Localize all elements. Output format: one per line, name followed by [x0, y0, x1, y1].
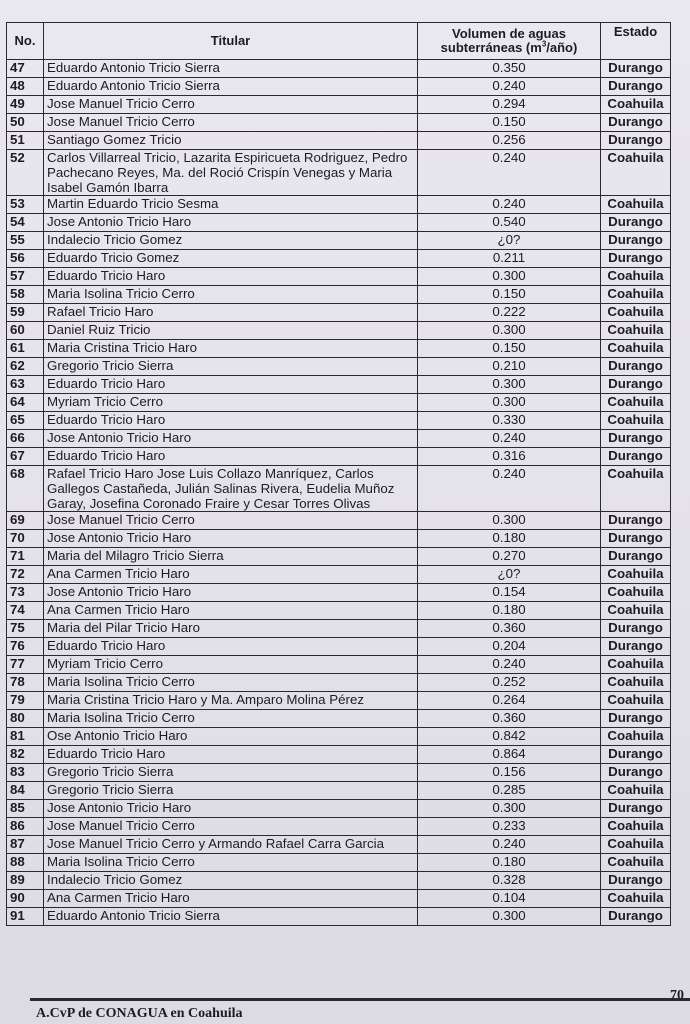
row-volumen: 0.330 [418, 412, 601, 430]
row-titular: Jose Manuel Tricio Cerro [44, 512, 418, 530]
table-row [7, 340, 671, 358]
table-row [7, 548, 671, 566]
row-volumen: 0.150 [418, 340, 601, 358]
row-number: 67 [7, 448, 44, 466]
table-row [7, 214, 671, 232]
row-titular: Jose Manuel Tricio Cerro [44, 818, 418, 836]
row-number: 50 [7, 114, 44, 132]
row-number: 74 [7, 602, 44, 620]
row-volumen: 0.300 [418, 268, 601, 286]
row-estado: Coahuila [601, 394, 671, 412]
row-estado: Durango [601, 114, 671, 132]
row-estado: Durango [601, 376, 671, 394]
table-row [7, 692, 671, 710]
row-number: 62 [7, 358, 44, 376]
row-volumen: 0.294 [418, 96, 601, 114]
table-row [7, 746, 671, 764]
table-row [7, 304, 671, 322]
row-estado: Coahuila [601, 728, 671, 746]
row-volumen: ¿0? [418, 232, 601, 250]
row-number: 72 [7, 566, 44, 584]
row-titular: Jose Antonio Tricio Haro [44, 430, 418, 448]
table-row [7, 394, 671, 412]
row-estado: Durango [601, 764, 671, 782]
row-volumen: 0.240 [418, 150, 601, 196]
row-number: 56 [7, 250, 44, 268]
row-estado: Coahuila [601, 656, 671, 674]
table-row [7, 656, 671, 674]
row-titular: Gregorio Tricio Sierra [44, 782, 418, 800]
table-row [7, 872, 671, 890]
row-volumen: 0.252 [418, 674, 601, 692]
row-estado: Durango [601, 908, 671, 926]
row-estado: Durango [601, 746, 671, 764]
table-row [7, 602, 671, 620]
row-volumen: 0.256 [418, 132, 601, 150]
row-volumen: 0.300 [418, 908, 601, 926]
table-row [7, 232, 671, 250]
row-titular: Jose Antonio Tricio Haro [44, 800, 418, 818]
header-titular: Titular [44, 23, 418, 60]
row-volumen: 0.240 [418, 430, 601, 448]
row-number: 66 [7, 430, 44, 448]
row-volumen: 0.300 [418, 800, 601, 818]
row-estado: Durango [601, 78, 671, 96]
table-header-row [7, 23, 671, 60]
row-titular: Eduardo Tricio Haro [44, 376, 418, 394]
row-titular: Martin Eduardo Tricio Sesma [44, 196, 418, 214]
table-row [7, 358, 671, 376]
row-titular: Myriam Tricio Cerro [44, 394, 418, 412]
row-volumen: 0.180 [418, 854, 601, 872]
row-titular: Carlos Villarreal Tricio, Lazarita Espiricueta Rodriguez, Pedro Pachecano Reyes, Ma. del Roció Crispín Venegas y Maria Isabel Gamón Ibarra [44, 150, 418, 196]
row-estado: Durango [601, 710, 671, 728]
table-row [7, 448, 671, 466]
row-titular: Ose Antonio Tricio Haro [44, 728, 418, 746]
row-titular: Eduardo Antonio Tricio Sierra [44, 60, 418, 78]
row-volumen: 0.150 [418, 114, 601, 132]
row-number: 51 [7, 132, 44, 150]
row-titular: Rafael Tricio Haro Jose Luis Collazo Manríquez, Carlos Gallegos Castañeda, Julián Salinas Rivera, Eudelia Muñoz Garay, Josefina Coronado Fraire y Cesar Torres Olivas [44, 466, 418, 512]
header-volumen-line1: Volumen de aguas [452, 26, 566, 41]
row-volumen: 0.240 [418, 196, 601, 214]
table-row [7, 268, 671, 286]
table-row [7, 114, 671, 132]
row-estado: Coahuila [601, 602, 671, 620]
row-titular: Jose Manuel Tricio Cerro [44, 114, 418, 132]
row-estado: Coahuila [601, 268, 671, 286]
row-number: 68 [7, 466, 44, 512]
row-titular: Gregorio Tricio Sierra [44, 764, 418, 782]
row-number: 61 [7, 340, 44, 358]
row-volumen: 0.104 [418, 890, 601, 908]
header-volumen-line2-post: /año) [546, 40, 578, 55]
row-estado: Durango [601, 638, 671, 656]
row-titular: Eduardo Tricio Haro [44, 448, 418, 466]
row-number: 83 [7, 764, 44, 782]
row-number: 91 [7, 908, 44, 926]
table-row [7, 322, 671, 340]
row-volumen: 0.360 [418, 710, 601, 728]
row-titular: Eduardo Antonio Tricio Sierra [44, 908, 418, 926]
row-titular: Eduardo Tricio Haro [44, 746, 418, 764]
row-estado: Durango [601, 448, 671, 466]
row-estado: Durango [601, 132, 671, 150]
row-titular: Eduardo Antonio Tricio Sierra [44, 78, 418, 96]
row-volumen: 0.300 [418, 376, 601, 394]
row-estado: Durango [601, 232, 671, 250]
row-number: 64 [7, 394, 44, 412]
table-row [7, 620, 671, 638]
row-estado: Coahuila [601, 466, 671, 512]
row-volumen: 0.360 [418, 620, 601, 638]
concessions-table [6, 22, 671, 926]
table-row [7, 196, 671, 214]
row-number: 49 [7, 96, 44, 114]
row-volumen: 0.264 [418, 692, 601, 710]
row-titular: Ana Carmen Tricio Haro [44, 890, 418, 908]
row-estado: Coahuila [601, 566, 671, 584]
row-estado: Coahuila [601, 818, 671, 836]
row-volumen: 0.150 [418, 286, 601, 304]
row-estado: Durango [601, 358, 671, 376]
row-volumen: 0.300 [418, 322, 601, 340]
table-row [7, 286, 671, 304]
row-volumen: 0.180 [418, 530, 601, 548]
row-titular: Indalecio Tricio Gomez [44, 872, 418, 890]
row-titular: Ana Carmen Tricio Haro [44, 602, 418, 620]
row-number: 48 [7, 78, 44, 96]
row-number: 59 [7, 304, 44, 322]
row-volumen: 0.350 [418, 60, 601, 78]
row-volumen: 0.156 [418, 764, 601, 782]
row-volumen: 0.240 [418, 836, 601, 854]
row-number: 58 [7, 286, 44, 304]
row-titular: Eduardo Tricio Haro [44, 268, 418, 286]
row-number: 88 [7, 854, 44, 872]
row-volumen: 0.842 [418, 728, 601, 746]
row-titular: Eduardo Tricio Haro [44, 412, 418, 430]
header-volumen-line2-pre: subterráneas (m [440, 40, 542, 55]
row-volumen: 0.154 [418, 584, 601, 602]
row-volumen: 0.300 [418, 512, 601, 530]
table-row [7, 96, 671, 114]
row-number: 86 [7, 818, 44, 836]
row-volumen: 0.864 [418, 746, 601, 764]
row-estado: Durango [601, 620, 671, 638]
table-row [7, 376, 671, 394]
row-volumen: 0.180 [418, 602, 601, 620]
row-estado: Durango [601, 214, 671, 232]
table-row [7, 674, 671, 692]
table-row [7, 466, 671, 512]
row-titular: Maria Cristina Tricio Haro [44, 340, 418, 358]
row-volumen: 0.222 [418, 304, 601, 322]
table-row [7, 854, 671, 872]
row-titular: Jose Manuel Tricio Cerro y Armando Rafael Carra Garcia [44, 836, 418, 854]
row-titular: Maria Isolina Tricio Cerro [44, 286, 418, 304]
row-titular: Maria del Milagro Tricio Sierra [44, 548, 418, 566]
row-number: 53 [7, 196, 44, 214]
row-volumen: 0.316 [418, 448, 601, 466]
row-estado: Durango [601, 512, 671, 530]
row-number: 85 [7, 800, 44, 818]
row-volumen: ¿0? [418, 566, 601, 584]
row-number: 55 [7, 232, 44, 250]
header-estado: Estado [601, 23, 671, 60]
header-volumen-sup: 3 [541, 39, 547, 49]
footer-rule [30, 998, 690, 1001]
row-volumen: 0.270 [418, 548, 601, 566]
row-estado: Coahuila [601, 584, 671, 602]
row-number: 84 [7, 782, 44, 800]
table-row [7, 908, 671, 926]
row-number: 89 [7, 872, 44, 890]
row-number: 82 [7, 746, 44, 764]
row-volumen: 0.240 [418, 656, 601, 674]
row-number: 60 [7, 322, 44, 340]
row-titular: Maria Isolina Tricio Cerro [44, 854, 418, 872]
row-titular: Maria Isolina Tricio Cerro [44, 674, 418, 692]
row-number: 69 [7, 512, 44, 530]
table-row [7, 566, 671, 584]
row-number: 52 [7, 150, 44, 196]
row-volumen: 0.211 [418, 250, 601, 268]
row-number: 54 [7, 214, 44, 232]
row-number: 90 [7, 890, 44, 908]
table-row [7, 800, 671, 818]
row-number: 76 [7, 638, 44, 656]
table-row [7, 60, 671, 78]
row-volumen: 0.240 [418, 78, 601, 96]
row-number: 78 [7, 674, 44, 692]
row-volumen: 0.300 [418, 394, 601, 412]
row-titular: Gregorio Tricio Sierra [44, 358, 418, 376]
row-volumen: 0.240 [418, 466, 601, 512]
row-estado: Durango [601, 250, 671, 268]
table-row [7, 764, 671, 782]
page-number: 70 [670, 988, 684, 1003]
row-titular: Daniel Ruiz Tricio [44, 322, 418, 340]
row-volumen: 0.233 [418, 818, 601, 836]
row-estado: Coahuila [601, 674, 671, 692]
row-titular: Maria del Pilar Tricio Haro [44, 620, 418, 638]
row-number: 65 [7, 412, 44, 430]
table-row [7, 512, 671, 530]
table-row [7, 836, 671, 854]
table-row [7, 78, 671, 96]
table-row [7, 584, 671, 602]
row-estado: Durango [601, 60, 671, 78]
row-estado: Coahuila [601, 340, 671, 358]
row-estado: Durango [601, 872, 671, 890]
row-estado: Coahuila [601, 836, 671, 854]
table-row [7, 818, 671, 836]
row-estado: Coahuila [601, 150, 671, 196]
row-titular: Indalecio Tricio Gomez [44, 232, 418, 250]
row-volumen: 0.210 [418, 358, 601, 376]
table-body [7, 60, 671, 926]
row-titular: Eduardo Tricio Haro [44, 638, 418, 656]
table-row [7, 250, 671, 268]
table-row [7, 728, 671, 746]
row-titular: Myriam Tricio Cerro [44, 656, 418, 674]
table-row [7, 150, 671, 196]
row-number: 73 [7, 584, 44, 602]
row-estado: Coahuila [601, 304, 671, 322]
table-row [7, 890, 671, 908]
row-titular: Ana Carmen Tricio Haro [44, 566, 418, 584]
row-number: 63 [7, 376, 44, 394]
table-row [7, 430, 671, 448]
row-estado: Coahuila [601, 692, 671, 710]
row-estado: Coahuila [601, 412, 671, 430]
row-titular: Santiago Gomez Tricio [44, 132, 418, 150]
row-estado: Coahuila [601, 854, 671, 872]
row-estado: Durango [601, 430, 671, 448]
table-row [7, 638, 671, 656]
row-titular: Jose Manuel Tricio Cerro [44, 96, 418, 114]
header-volumen [418, 23, 601, 60]
row-volumen: 0.540 [418, 214, 601, 232]
table-row [7, 530, 671, 548]
row-number: 79 [7, 692, 44, 710]
row-estado: Coahuila [601, 286, 671, 304]
row-number: 70 [7, 530, 44, 548]
row-titular: Maria Isolina Tricio Cerro [44, 710, 418, 728]
row-estado: Coahuila [601, 196, 671, 214]
table-row [7, 412, 671, 430]
table-row [7, 132, 671, 150]
row-number: 47 [7, 60, 44, 78]
row-estado: Coahuila [601, 890, 671, 908]
footer-source: A.CvP de CONAGUA en Coahuila [36, 1006, 243, 1021]
row-number: 81 [7, 728, 44, 746]
row-number: 75 [7, 620, 44, 638]
row-number: 87 [7, 836, 44, 854]
row-estado: Durango [601, 548, 671, 566]
row-titular: Jose Antonio Tricio Haro [44, 530, 418, 548]
row-estado: Coahuila [601, 782, 671, 800]
table-row [7, 782, 671, 800]
row-titular: Maria Cristina Tricio Haro y Ma. Amparo Molina Pérez [44, 692, 418, 710]
row-volumen: 0.328 [418, 872, 601, 890]
row-volumen: 0.285 [418, 782, 601, 800]
row-number: 71 [7, 548, 44, 566]
row-number: 57 [7, 268, 44, 286]
row-titular: Jose Antonio Tricio Haro [44, 214, 418, 232]
table-row [7, 710, 671, 728]
row-titular: Rafael Tricio Haro [44, 304, 418, 322]
row-estado: Durango [601, 800, 671, 818]
header-no: No. [7, 23, 44, 60]
row-volumen: 0.204 [418, 638, 601, 656]
row-estado: Coahuila [601, 96, 671, 114]
row-number: 80 [7, 710, 44, 728]
row-estado: Durango [601, 530, 671, 548]
row-titular: Eduardo Tricio Gomez [44, 250, 418, 268]
row-titular: Jose Antonio Tricio Haro [44, 584, 418, 602]
row-number: 77 [7, 656, 44, 674]
row-estado: Coahuila [601, 322, 671, 340]
